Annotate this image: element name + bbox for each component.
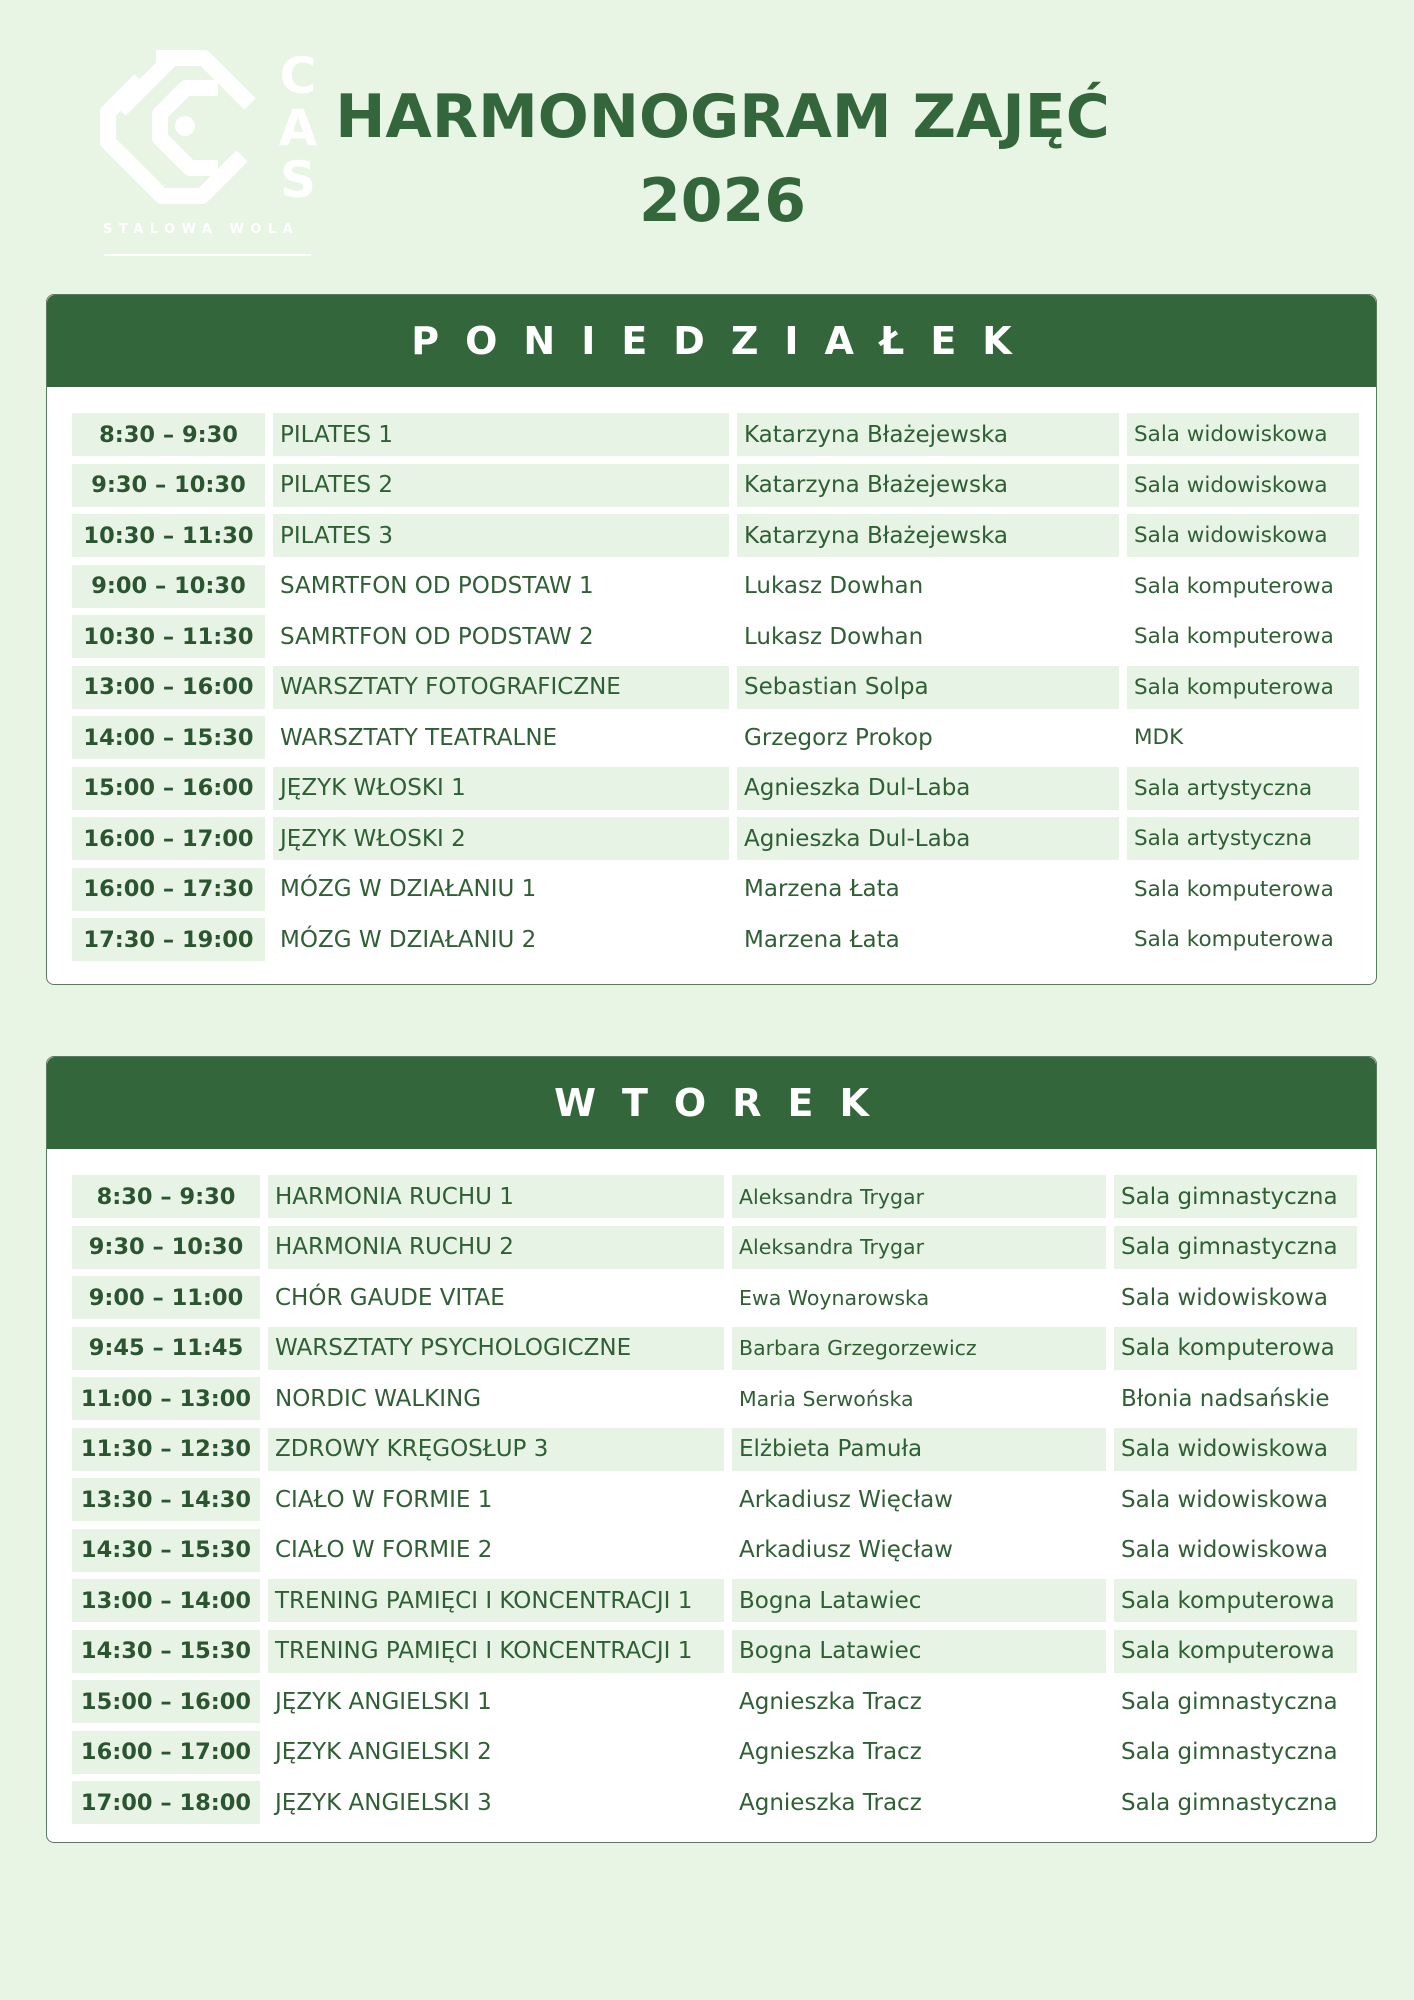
logo-city: STALOWA WOLA	[103, 222, 300, 237]
day-panel-tuesday	[46, 1056, 1377, 1843]
schedule-table-tuesday	[47, 1149, 1376, 1832]
class-name-cell: CIAŁO W FORMIE 1	[275, 1486, 493, 1513]
instructor-cell: Agnieszka Tracz	[739, 1739, 922, 1765]
time-cell: 9:30 – 10:30	[72, 1226, 260, 1269]
class-name-cell: MÓZG W DZIAŁANIU 1	[280, 876, 537, 902]
page-title	[300, 75, 1145, 243]
logo-letter: S	[279, 151, 316, 209]
table-row	[72, 1327, 1361, 1378]
instructor-cell: Bogna Latawiec	[732, 1630, 1106, 1673]
room-cell: Sala komputerowa	[1114, 1579, 1357, 1622]
instructor-cell: Maria Serwońska	[739, 1386, 914, 1411]
table-row	[72, 1175, 1361, 1226]
room-cell: Sala komputerowa	[1114, 1630, 1357, 1673]
time-cell: 14:30 – 15:30	[72, 1529, 260, 1572]
cas-logo	[100, 47, 318, 260]
table-row	[72, 1428, 1361, 1479]
table-row	[72, 1781, 1361, 1832]
time-cell: 11:00 – 13:00	[72, 1377, 260, 1420]
class-name-cell: WARSZTATY FOTOGRAFICZNE	[273, 666, 729, 709]
class-name-cell: JĘZYK ANGIELSKI 1	[275, 1688, 492, 1715]
time-cell: 9:00 – 10:30	[72, 565, 265, 608]
time-cell: 17:30 – 19:00	[72, 918, 265, 961]
room-cell: Sala gimnastyczna	[1114, 1175, 1357, 1218]
room-cell: Sala widowiskowa	[1127, 413, 1359, 456]
room-cell: Sala widowiskowa	[1127, 464, 1359, 507]
room-cell: Sala widowiskowa	[1127, 514, 1359, 557]
class-name-cell: JĘZYK WŁOSKI 2	[273, 817, 729, 860]
time-cell: 16:00 – 17:00	[72, 817, 265, 860]
room-cell: Błonia nadsańskie	[1121, 1385, 1330, 1412]
room-cell: Sala gimnastyczna	[1121, 1789, 1338, 1816]
time-cell: 15:00 – 16:00	[72, 767, 265, 810]
time-cell: 16:00 – 17:30	[72, 868, 265, 911]
instructor-cell: Aleksandra Trygar	[732, 1226, 1106, 1269]
room-cell: Sala artystyczna	[1127, 767, 1359, 810]
room-cell: Sala widowiskowa	[1114, 1428, 1357, 1471]
time-cell: 9:45 – 11:45	[72, 1327, 260, 1370]
class-name-cell: JĘZYK WŁOSKI 1	[273, 767, 729, 810]
instructor-cell: Katarzyna Błażejewska	[737, 514, 1119, 557]
room-cell: Sala komputerowa	[1134, 927, 1334, 952]
instructor-cell: Agnieszka Dul-Laba	[737, 817, 1119, 860]
instructor-cell: Grzegorz Prokop	[744, 724, 933, 751]
table-row	[72, 1377, 1361, 1428]
table-row	[72, 1226, 1361, 1277]
time-cell: 8:30 – 9:30	[72, 413, 265, 456]
instructor-cell: Bogna Latawiec	[732, 1579, 1106, 1622]
table-row	[72, 1276, 1361, 1327]
room-cell: Sala artystyczna	[1127, 817, 1359, 860]
instructor-cell: Lukasz Dowhan	[744, 623, 924, 650]
table-row	[72, 1529, 1361, 1580]
table-row	[72, 413, 1361, 464]
instructor-cell: Marzena Łata	[744, 926, 900, 953]
class-name-cell: NORDIC WALKING	[275, 1385, 482, 1412]
class-name-cell: CHÓR GAUDE VITAE	[275, 1284, 505, 1311]
class-name-cell: PILATES 1	[273, 413, 729, 456]
room-cell: Sala gimnastyczna	[1121, 1739, 1338, 1765]
instructor-cell: Aleksandra Trygar	[732, 1175, 1106, 1218]
table-row	[72, 464, 1361, 515]
instructor-cell: Ewa Woynarowska	[739, 1285, 930, 1310]
instructor-cell: Barbara Grzegorzewicz	[732, 1327, 1106, 1370]
class-name-cell: ZDROWY KRĘGOSŁUP 3	[268, 1428, 724, 1471]
time-cell: 9:30 – 10:30	[72, 464, 265, 507]
class-name-cell: PILATES 2	[273, 464, 729, 507]
instructor-cell: Lukasz Dowhan	[744, 573, 924, 599]
table-row	[72, 716, 1361, 767]
room-cell: Sala komputerowa	[1134, 624, 1334, 649]
page-title-year: 2026	[639, 166, 806, 236]
instructor-cell: Agnieszka Tracz	[739, 1688, 922, 1715]
class-name-cell: WARSZTATY PSYCHOLOGICZNE	[268, 1327, 724, 1370]
table-row	[72, 666, 1361, 717]
table-row	[72, 1731, 1361, 1782]
table-row	[72, 1478, 1361, 1529]
logo-divider	[104, 254, 311, 256]
room-cell: Sala komputerowa	[1127, 666, 1359, 709]
instructor-cell: Agnieszka Dul-Laba	[737, 767, 1119, 810]
day-header-monday: PONIEDZIAŁEK	[47, 295, 1376, 387]
room-cell: Sala komputerowa	[1114, 1327, 1357, 1370]
room-cell: Sala gimnastyczna	[1121, 1688, 1338, 1715]
time-cell: 13:00 – 14:00	[72, 1579, 260, 1622]
class-name-cell: MÓZG W DZIAŁANIU 2	[280, 926, 537, 953]
class-name-cell: TRENING PAMIĘCI I KONCENTRACJI 1	[268, 1579, 724, 1622]
room-cell: Sala gimnastyczna	[1114, 1226, 1357, 1269]
time-cell: 10:30 – 11:30	[72, 514, 265, 557]
time-cell: 13:30 – 14:30	[72, 1478, 260, 1521]
class-name-cell: TRENING PAMIĘCI I KONCENTRACJI 1	[268, 1630, 724, 1673]
room-cell: Sala komputerowa	[1134, 573, 1334, 599]
table-row	[72, 565, 1361, 616]
instructor-cell: Arkadiusz Więcław	[739, 1486, 953, 1513]
instructor-cell: Katarzyna Błażejewska	[737, 413, 1119, 456]
instructor-cell: Elżbieta Pamuła	[732, 1428, 1106, 1471]
room-cell: Sala komputerowa	[1134, 876, 1334, 902]
instructor-cell: Agnieszka Tracz	[739, 1789, 922, 1816]
table-row	[72, 1630, 1361, 1681]
table-row	[72, 514, 1361, 565]
table-row	[72, 918, 1361, 969]
table-row	[72, 1579, 1361, 1630]
time-cell: 17:00 – 18:00	[72, 1781, 260, 1824]
table-row	[72, 868, 1361, 919]
table-row	[72, 817, 1361, 868]
class-name-cell: SAMRTFON OD PODSTAW 1	[280, 573, 594, 599]
table-row	[72, 767, 1361, 818]
logo-letter: A	[278, 99, 318, 157]
time-cell: 14:00 – 15:30	[72, 716, 265, 759]
logo-letter: C	[279, 47, 317, 105]
room-cell: Sala widowiskowa	[1121, 1537, 1329, 1563]
time-cell: 10:30 – 11:30	[72, 615, 265, 658]
time-cell: 14:30 – 15:30	[72, 1630, 260, 1673]
time-cell: 8:30 – 9:30	[72, 1175, 260, 1218]
room-cell: MDK	[1134, 725, 1184, 750]
time-cell: 9:00 – 11:00	[72, 1276, 260, 1319]
time-cell: 11:30 – 12:30	[72, 1428, 260, 1471]
day-header-tuesday: WTOREK	[47, 1057, 1376, 1149]
class-name-cell: PILATES 3	[273, 514, 729, 557]
room-cell: Sala widowiskowa	[1121, 1284, 1329, 1311]
class-name-cell: WARSZTATY TEATRALNE	[280, 724, 558, 751]
class-name-cell: HARMONIA RUCHU 2	[268, 1226, 724, 1269]
table-row	[72, 1680, 1361, 1731]
class-name-cell: JĘZYK ANGIELSKI 3	[275, 1789, 492, 1816]
table-row	[72, 615, 1361, 666]
time-cell: 16:00 – 17:00	[72, 1731, 260, 1774]
instructor-cell: Marzena Łata	[744, 876, 900, 902]
room-cell: Sala widowiskowa	[1121, 1486, 1329, 1513]
time-cell: 13:00 – 16:00	[72, 666, 265, 709]
instructor-cell: Katarzyna Błażejewska	[737, 464, 1119, 507]
schedule-table-monday	[47, 387, 1376, 969]
instructor-cell: Arkadiusz Więcław	[739, 1537, 953, 1563]
instructor-cell: Sebastian Solpa	[737, 666, 1119, 709]
day-panel-monday	[46, 294, 1377, 985]
cas-logo-mark-icon	[100, 50, 280, 210]
class-name-cell: JĘZYK ANGIELSKI 2	[275, 1739, 492, 1765]
class-name-cell: SAMRTFON OD PODSTAW 2	[280, 623, 594, 650]
class-name-cell: HARMONIA RUCHU 1	[268, 1175, 724, 1218]
class-name-cell: CIAŁO W FORMIE 2	[275, 1537, 493, 1563]
time-cell: 15:00 – 16:00	[72, 1680, 260, 1723]
page-title-line1: HARMONOGRAM ZAJĘĆ	[335, 82, 1110, 152]
